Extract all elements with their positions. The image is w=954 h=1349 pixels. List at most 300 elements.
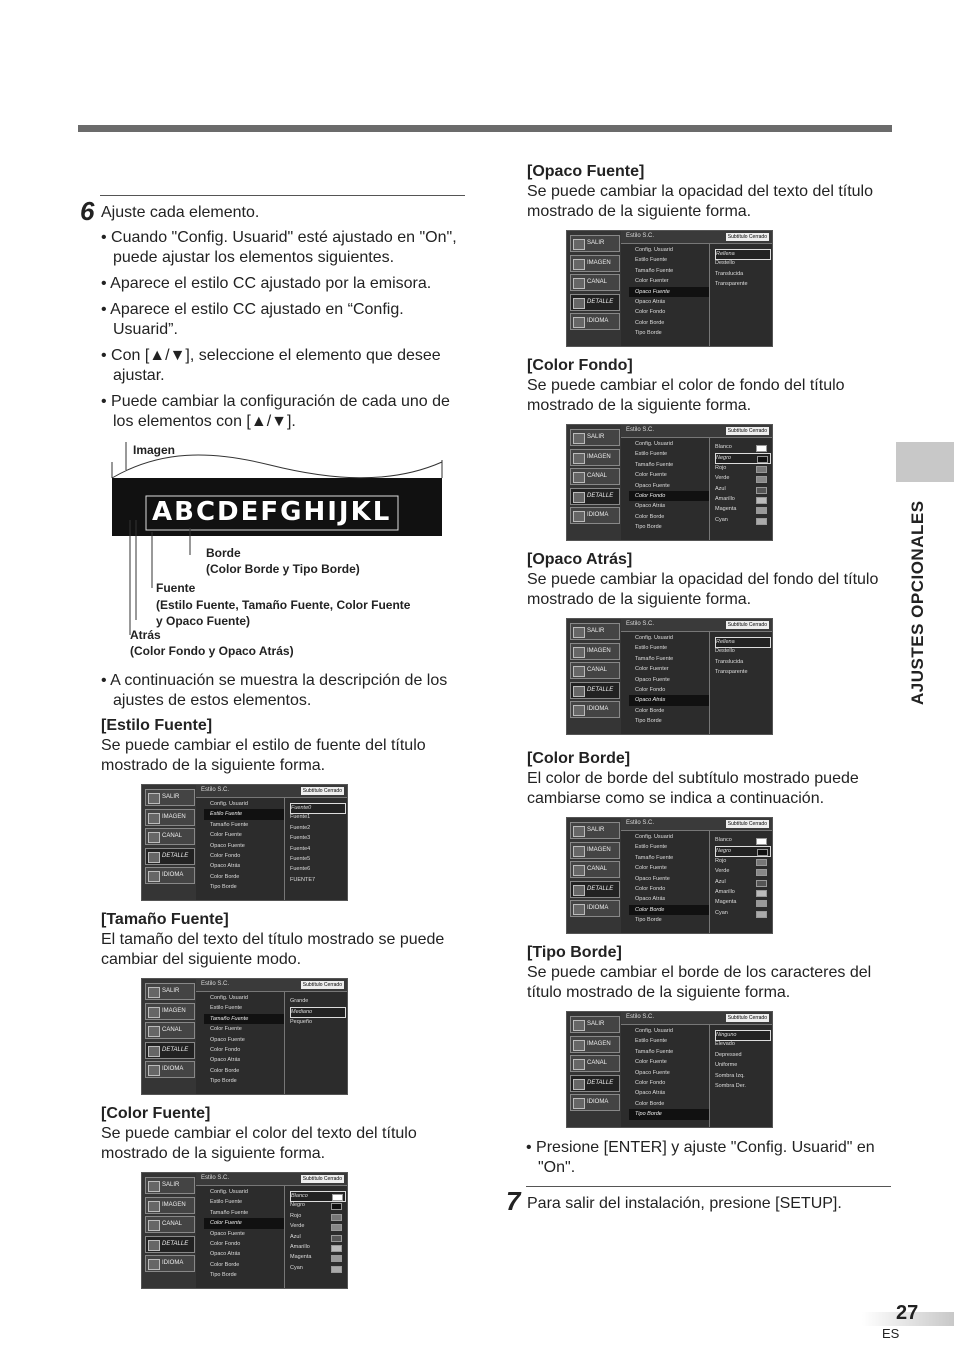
section-text: Se puede cambiar el color de fondo del título mostrado de la siguiente forma.: [527, 377, 845, 414]
color-swatch: [756, 476, 767, 483]
menu-sidebar-item: [570, 861, 620, 878]
menu-sidebar: [142, 979, 196, 1094]
color-swatch: [757, 456, 768, 463]
menu-sidebar-item: [570, 662, 620, 679]
menu-sidebar: [142, 1173, 196, 1288]
label-borde-sub: (Color Borde y Tipo Borde): [206, 562, 360, 576]
menu-tag: Subtítulo Cerrado: [727, 234, 767, 240]
menu-item: Opaco Fuente: [210, 1230, 245, 1237]
channel-icon: [573, 472, 585, 483]
option-label: Verde: [715, 868, 730, 875]
menu-option: [715, 516, 769, 525]
menu-item: Config. Usuarid: [210, 995, 248, 1001]
menu-option: [715, 259, 769, 268]
bullet-text: • Puede cambiar la configuración de cada uno de los elementos con [▲/▼].: [101, 393, 450, 430]
menu-sidebar-item: [570, 235, 620, 252]
menu-items: [629, 832, 709, 926]
section-heading: [Estilo Fuente]: [101, 717, 213, 734]
menu-option: [290, 1018, 344, 1027]
menu-screen-color-fuente: [141, 1172, 348, 1289]
menu-item: Color Borde: [210, 873, 240, 880]
menu-screen-color-borde: [566, 817, 773, 934]
color-swatch: [331, 1203, 342, 1210]
picture-icon: [148, 1201, 160, 1212]
option-label: Magenta: [715, 899, 737, 906]
menu-tag: Subtítulo Cerrado: [727, 622, 767, 628]
page-number: 27: [896, 1302, 919, 1324]
section-heading: [Color Fondo]: [527, 357, 633, 374]
language-icon: [573, 705, 585, 716]
menu-sidebar-item: [145, 1255, 195, 1272]
menu-title: Estilo S.C.: [626, 233, 655, 239]
menu-option: [715, 1061, 769, 1070]
option-label: Cyan: [290, 1264, 303, 1271]
option-label: Transparente: [715, 281, 748, 288]
menu-item: Tipo Borde: [635, 718, 662, 725]
menu-item: Tipo Borde: [210, 1078, 237, 1085]
menu-option: [715, 453, 771, 464]
menu-sidebar-item: [570, 822, 620, 839]
language-icon: [148, 1065, 160, 1076]
menu-option: [715, 909, 769, 918]
menu-item: Estilo Fuente: [210, 1199, 243, 1206]
menu-option: [290, 1007, 346, 1018]
channel-icon: [148, 1220, 160, 1231]
menu-item: Opaco Fuente: [635, 1069, 670, 1076]
menu-item: Config. Usuarid: [210, 1189, 248, 1195]
section-tamano-fuente: [101, 910, 466, 970]
color-swatch: [756, 838, 767, 845]
label-borde: Borde: [206, 546, 241, 560]
exit-icon: [148, 793, 160, 804]
section-heading: [Opaco Fuente]: [527, 163, 645, 180]
menu-sidebar-item: [145, 809, 195, 826]
menu-sidebar-item: [145, 1197, 195, 1214]
option-label: Rellena: [716, 251, 735, 257]
section-text: El tamaño del texto del título mostrado se puede cambiar del siguiente modo.: [101, 931, 445, 968]
detail-icon: [148, 1046, 160, 1057]
menu-sidebar-label: CANAL: [587, 866, 608, 872]
menu-item: Config. Usuarid: [635, 635, 673, 641]
color-swatch: [756, 497, 767, 504]
option-label: Amarillo: [715, 889, 735, 895]
menu-item: Color Borde: [210, 1261, 240, 1268]
option-label: Rojo: [290, 1212, 302, 1219]
menu-item: Estilo Fuente: [210, 1005, 243, 1012]
menu-sidebar-item: [145, 828, 195, 845]
color-swatch: [332, 1194, 343, 1201]
menu-sidebar-item: [570, 643, 620, 660]
menu-sidebar-label: CANAL: [587, 1060, 608, 1066]
menu-title: Estilo S.C.: [626, 1014, 655, 1020]
language-icon: [573, 904, 585, 915]
menu-item: Color Fuente: [635, 1059, 667, 1066]
section-title: AJUSTES OPCIONALES: [908, 500, 927, 705]
picture-icon: [573, 259, 585, 270]
picture-icon: [573, 1040, 585, 1051]
picture-icon: [573, 453, 585, 464]
menu-sidebar-label: SALIR: [162, 794, 180, 800]
menu-sidebar-item: [570, 274, 620, 291]
menu-sidebar-label: SALIR: [162, 1182, 180, 1188]
menu-sidebar-label: IDIOMA: [162, 1260, 184, 1266]
menu-tag: Subtítulo Cerrado: [727, 1015, 767, 1021]
menu-sidebar-label: SALIR: [587, 827, 605, 833]
option-label: Magenta: [290, 1254, 312, 1261]
menu-item: Opaco Atrás: [635, 1090, 666, 1097]
color-swatch: [756, 507, 767, 514]
enter-note: • Presione [ENTER] y ajuste "Config. Usuarid" en "On".: [526, 1139, 875, 1176]
color-swatch: [756, 911, 767, 918]
color-swatch: [331, 1266, 342, 1273]
exit-icon: [148, 987, 160, 998]
menu-option: [290, 834, 344, 843]
menu-item: Color Fondo: [210, 852, 241, 859]
menu-item: Color Fondo: [635, 885, 666, 892]
menu-option: [715, 1082, 769, 1091]
menu-items: [204, 1187, 284, 1281]
menu-sidebar-label: IMAGEN: [162, 813, 186, 820]
menu-sidebar-item: [570, 488, 620, 505]
menu-item: Color Borde: [635, 1100, 665, 1107]
menu-option: [715, 443, 769, 452]
menu-item: Tamaño Fuente: [635, 461, 674, 468]
detail-icon: [573, 492, 585, 503]
menu-option: [290, 845, 344, 854]
option-label: Azul: [715, 878, 726, 885]
option-label: Amarillo: [290, 1244, 310, 1250]
menu-item: Estilo Fuente: [635, 844, 668, 851]
menu-sidebar-item: [145, 1236, 195, 1253]
menu-sidebar: [567, 619, 621, 734]
menu-option: [715, 898, 769, 907]
menu-item: Config. Usuarid: [635, 441, 673, 447]
menu-sidebar-item: [570, 313, 620, 330]
menu-item: Color Borde: [629, 905, 709, 915]
section-heading: [Opaco Atrás]: [527, 551, 633, 568]
picture-icon: [148, 813, 160, 824]
exit-icon: [573, 826, 585, 837]
menu-sidebar-item: [570, 881, 620, 898]
language-icon: [573, 511, 585, 522]
menu-option: [290, 1233, 344, 1242]
menu-item: Estilo Fuente: [635, 451, 668, 458]
option-label: Translucida: [715, 270, 744, 277]
option-label: Elevado: [715, 1041, 735, 1048]
menu-item: Color Borde: [635, 319, 665, 326]
color-swatch: [756, 869, 767, 876]
menu-item: Tamaño Fuente: [210, 1209, 249, 1216]
menu-option: [715, 867, 769, 876]
section-text: Se puede cambiar el borde de los caracteres del título mostrado de la siguiente forma.: [527, 964, 872, 1001]
step6-lead: Ajuste cada elemento.: [101, 204, 260, 221]
section-color-fuente: [101, 1104, 466, 1164]
step-number-7: 7: [506, 1186, 521, 1216]
menu-option: [290, 865, 344, 874]
menu-sidebar-label: IMAGEN: [587, 259, 611, 266]
menu-sidebar: [567, 818, 621, 933]
menu-option: [715, 1072, 769, 1081]
menu-item: Config. Usuarid: [210, 801, 248, 807]
menu-title: Estilo S.C.: [201, 1175, 230, 1181]
menu-screen-tamano-fuente: [141, 978, 348, 1095]
detail-icon: [573, 885, 585, 896]
menu-sidebar-label: SALIR: [162, 988, 180, 994]
option-label: Blanco: [715, 444, 732, 450]
menu-items: [629, 1026, 709, 1120]
bullet-text: • Aparece el estilo CC ajustado por la emisora.: [101, 275, 432, 292]
menu-option: [715, 857, 769, 866]
picture-icon: [148, 1007, 160, 1018]
menu-sidebar-label: IDIOMA: [587, 318, 609, 324]
sample-caption-text: ABCDEFGHIJKL: [152, 497, 392, 527]
menu-option: [715, 270, 769, 279]
menu-option: [715, 658, 769, 667]
menu-item: Tamaño Fuente: [204, 1014, 284, 1024]
menu-option: [715, 495, 769, 504]
menu-sidebar-label: IDIOMA: [587, 706, 609, 712]
step6-bullets: [101, 228, 461, 432]
menu-option: [715, 1051, 769, 1060]
channel-icon: [573, 1059, 585, 1070]
option-label: Rojo: [715, 464, 727, 471]
color-swatch: [331, 1224, 342, 1231]
color-swatch: [331, 1235, 342, 1242]
label-fuente-sub2: y Opaco Fuente): [156, 614, 251, 628]
bullet-text: • Con [▲/▼], seleccione el elemento que desee ajustar.: [101, 347, 441, 384]
menu-item: Opaco Fuente: [629, 287, 709, 297]
menu-sidebar-item: [570, 449, 620, 466]
section-heading: [Tipo Borde]: [527, 944, 622, 961]
menu-item: Color Fuente: [635, 472, 667, 479]
section-heading: [Color Borde]: [527, 750, 631, 767]
language-code: ES: [882, 1326, 900, 1341]
menu-sidebar-label: IMAGEN: [587, 647, 611, 654]
menu-option: [715, 464, 769, 473]
picture-icon: [573, 846, 585, 857]
bullet-text: • Cuando "Config. Usuarid" esté ajustado en "On", puede ajustar los elementos siguientes.: [101, 229, 457, 266]
menu-item: Color Fondo: [629, 491, 709, 501]
option-label: Fuente2: [290, 824, 311, 831]
option-label: Magenta: [715, 506, 737, 513]
menu-item: Estilo Fuente: [204, 809, 284, 819]
option-label: Sombra Izq.: [715, 1072, 745, 1079]
menu-sidebar-item: [570, 701, 620, 718]
menu-item: Config. Usuarid: [635, 247, 673, 253]
option-label: Fuente1: [290, 814, 311, 821]
menu-item: Color Fondo: [210, 1240, 241, 1247]
menu-option: [290, 1191, 346, 1202]
menu-sidebar-label: DETALLE: [162, 1046, 189, 1053]
menu-sidebar-item: [145, 867, 195, 884]
menu-sidebar-item: [145, 1003, 195, 1020]
menu-item: Opaco Atrás: [635, 503, 666, 510]
menu-sidebar-label: SALIR: [587, 1021, 605, 1027]
menu-sidebar-label: SALIR: [587, 240, 605, 246]
section-text: Se puede cambiar el estilo de fuente del título mostrado de la siguiente forma.: [101, 737, 426, 774]
menu-title: Estilo S.C.: [201, 981, 230, 987]
option-label: Blanco: [715, 837, 732, 843]
language-icon: [573, 1098, 585, 1109]
menu-sidebar-label: CANAL: [162, 833, 183, 839]
menu-sidebar-item: [570, 429, 620, 446]
menu-option: [715, 846, 771, 857]
menu-tag: Subtítulo Cerrado: [302, 788, 342, 794]
color-swatch: [756, 890, 767, 897]
menu-option: [290, 824, 344, 833]
option-label: Uniforme: [715, 1062, 738, 1069]
menu-item: Opaco Fuente: [635, 875, 670, 882]
color-swatch: [756, 900, 767, 907]
detail-icon: [573, 686, 585, 697]
menu-sidebar-label: IMAGEN: [162, 1201, 186, 1208]
menu-option: [290, 876, 344, 885]
menu-item: Opaco Fuente: [635, 676, 670, 683]
menu-item: Opaco Fuente: [635, 482, 670, 489]
menu-option: [715, 474, 769, 483]
menu-item: Tipo Borde: [210, 1272, 237, 1279]
menu-option: [290, 997, 344, 1006]
menu-option: [290, 1212, 344, 1221]
section-heading: [Color Fuente]: [101, 1105, 211, 1122]
section-text: Se puede cambiar la opacidad del fondo del título mostrado de la siguiente forma.: [527, 571, 879, 608]
option-label: Destello: [715, 260, 735, 267]
menu-item: Tipo Borde: [629, 1109, 709, 1119]
menu-item: Opaco Atrás: [210, 863, 241, 870]
bullet-text: • A continuación se muestra la descripción de los ajustes de estos elementos.: [101, 672, 448, 709]
menu-option: [290, 803, 346, 814]
menu-item: Config. Usuarid: [635, 1028, 673, 1034]
option-label: FUENTE7: [290, 876, 316, 883]
option-label: Blanco: [291, 1193, 308, 1199]
menu-screen-tipo-borde: [566, 1011, 773, 1128]
menu-sidebar-item: [145, 1022, 195, 1039]
option-label: Negro: [290, 1202, 305, 1209]
menu-item: Tamaño Fuente: [635, 854, 674, 861]
menu-sidebar-item: [570, 1094, 620, 1111]
menu-item: Color Fuente: [635, 865, 667, 872]
channel-icon: [148, 832, 160, 843]
section-text: Se puede cambiar la opacidad del texto del título mostrado de la siguiente forma.: [527, 183, 874, 220]
menu-sidebar-label: CANAL: [587, 473, 608, 479]
menu-option: [290, 1253, 344, 1262]
section-text: Se puede cambiar el color del texto del título mostrado de la siguiente forma.: [101, 1125, 417, 1162]
section-opaco-atras: [527, 550, 892, 610]
menu-option: [715, 878, 769, 887]
exit-icon: [573, 1020, 585, 1031]
picture-icon: [573, 647, 585, 658]
menu-sidebar-label: IDIOMA: [587, 1099, 609, 1105]
menu-item: Config. Usuarid: [635, 834, 673, 840]
option-label: Fuente4: [290, 845, 311, 852]
menu-sidebar-item: [570, 468, 620, 485]
menu-sidebar-item: [145, 848, 195, 865]
step7-text: Para salir del instalación, presione [SETUP].: [527, 1195, 842, 1212]
menu-sidebar-label: SALIR: [587, 434, 605, 440]
menu-sidebar: [567, 425, 621, 540]
menu-items: [629, 439, 709, 533]
menu-item: Opaco Atrás: [635, 298, 666, 305]
color-swatch: [756, 880, 767, 887]
menu-item: Opaco Atrás: [635, 896, 666, 903]
exit-icon: [573, 433, 585, 444]
section-heading: [Tamaño Fuente]: [101, 911, 229, 928]
label-fuente-sub1: (Estilo Fuente, Tamaño Fuente, Color Fuente: [156, 598, 411, 612]
menu-sidebar-label: IDIOMA: [162, 872, 184, 878]
menu-item: Tamaño Fuente: [210, 821, 249, 828]
menu-item: Color Fuenter: [635, 278, 669, 285]
color-swatch: [756, 859, 767, 866]
menu-title: Estilo S.C.: [201, 787, 230, 793]
option-label: Cyan: [715, 909, 728, 916]
menu-screen-color-fondo: [566, 424, 773, 541]
bullet-text: • Aparece el estilo CC ajustado en “Config. Usuarid”.: [101, 301, 404, 338]
menu-item: Color Borde: [635, 707, 665, 714]
menu-item: Color Borde: [635, 513, 665, 520]
option-label: Azul: [715, 485, 726, 492]
option-label: Translucida: [715, 658, 744, 665]
menu-item: Color Fuenter: [635, 666, 669, 673]
color-swatch: [756, 487, 767, 494]
menu-sidebar-item: [570, 623, 620, 640]
section-tipo-borde: [527, 943, 892, 1003]
menu-screen-estilo-fuente: [141, 784, 348, 901]
menu-items: [204, 799, 284, 893]
label-fuente: Fuente: [156, 581, 196, 595]
menu-options: [284, 991, 348, 1094]
option-label: Transparente: [715, 669, 748, 676]
menu-tag: Subtítulo Cerrado: [302, 982, 342, 988]
menu-option: [715, 1040, 769, 1049]
option-label: Azul: [290, 1233, 301, 1240]
menu-options: [284, 797, 348, 900]
menu-sidebar-label: SALIR: [587, 628, 605, 634]
menu-item: Color Fondo: [635, 686, 666, 693]
menu-option: [715, 637, 771, 648]
menu-items: [629, 245, 709, 339]
caption-illustration: [100, 440, 460, 665]
menu-options: [709, 631, 773, 734]
menu-sidebar-item: [570, 1075, 620, 1092]
menu-option: [290, 813, 344, 822]
menu-option: [715, 647, 769, 656]
section-color-borde: [527, 749, 892, 809]
menu-sidebar-label: DETALLE: [587, 492, 614, 499]
menu-option: [290, 855, 344, 864]
menu-option: [715, 888, 769, 897]
color-swatch: [331, 1214, 342, 1221]
menu-option: [715, 505, 769, 514]
menu-sidebar-label: CANAL: [162, 1027, 183, 1033]
option-label: Amarillo: [715, 496, 735, 502]
menu-option: [715, 249, 771, 260]
menu-item: Opaco Atrás: [210, 1057, 241, 1064]
option-label: Rojo: [715, 857, 727, 864]
language-icon: [573, 317, 585, 328]
section-color-fondo: [527, 356, 892, 416]
option-label: Destello: [715, 648, 735, 655]
menu-item: Opaco Atrás: [210, 1251, 241, 1258]
menu-title: Estilo S.C.: [626, 621, 655, 627]
menu-sidebar-label: DETALLE: [587, 885, 614, 892]
option-label: Fuente5: [290, 856, 311, 862]
menu-sidebar-label: IDIOMA: [587, 512, 609, 518]
menu-item: Tamaño Fuente: [635, 1048, 674, 1055]
language-icon: [148, 871, 160, 882]
menu-sidebar-item: [570, 682, 620, 699]
color-swatch: [757, 849, 768, 856]
menu-tag: Subtítulo Cerrado: [727, 821, 767, 827]
